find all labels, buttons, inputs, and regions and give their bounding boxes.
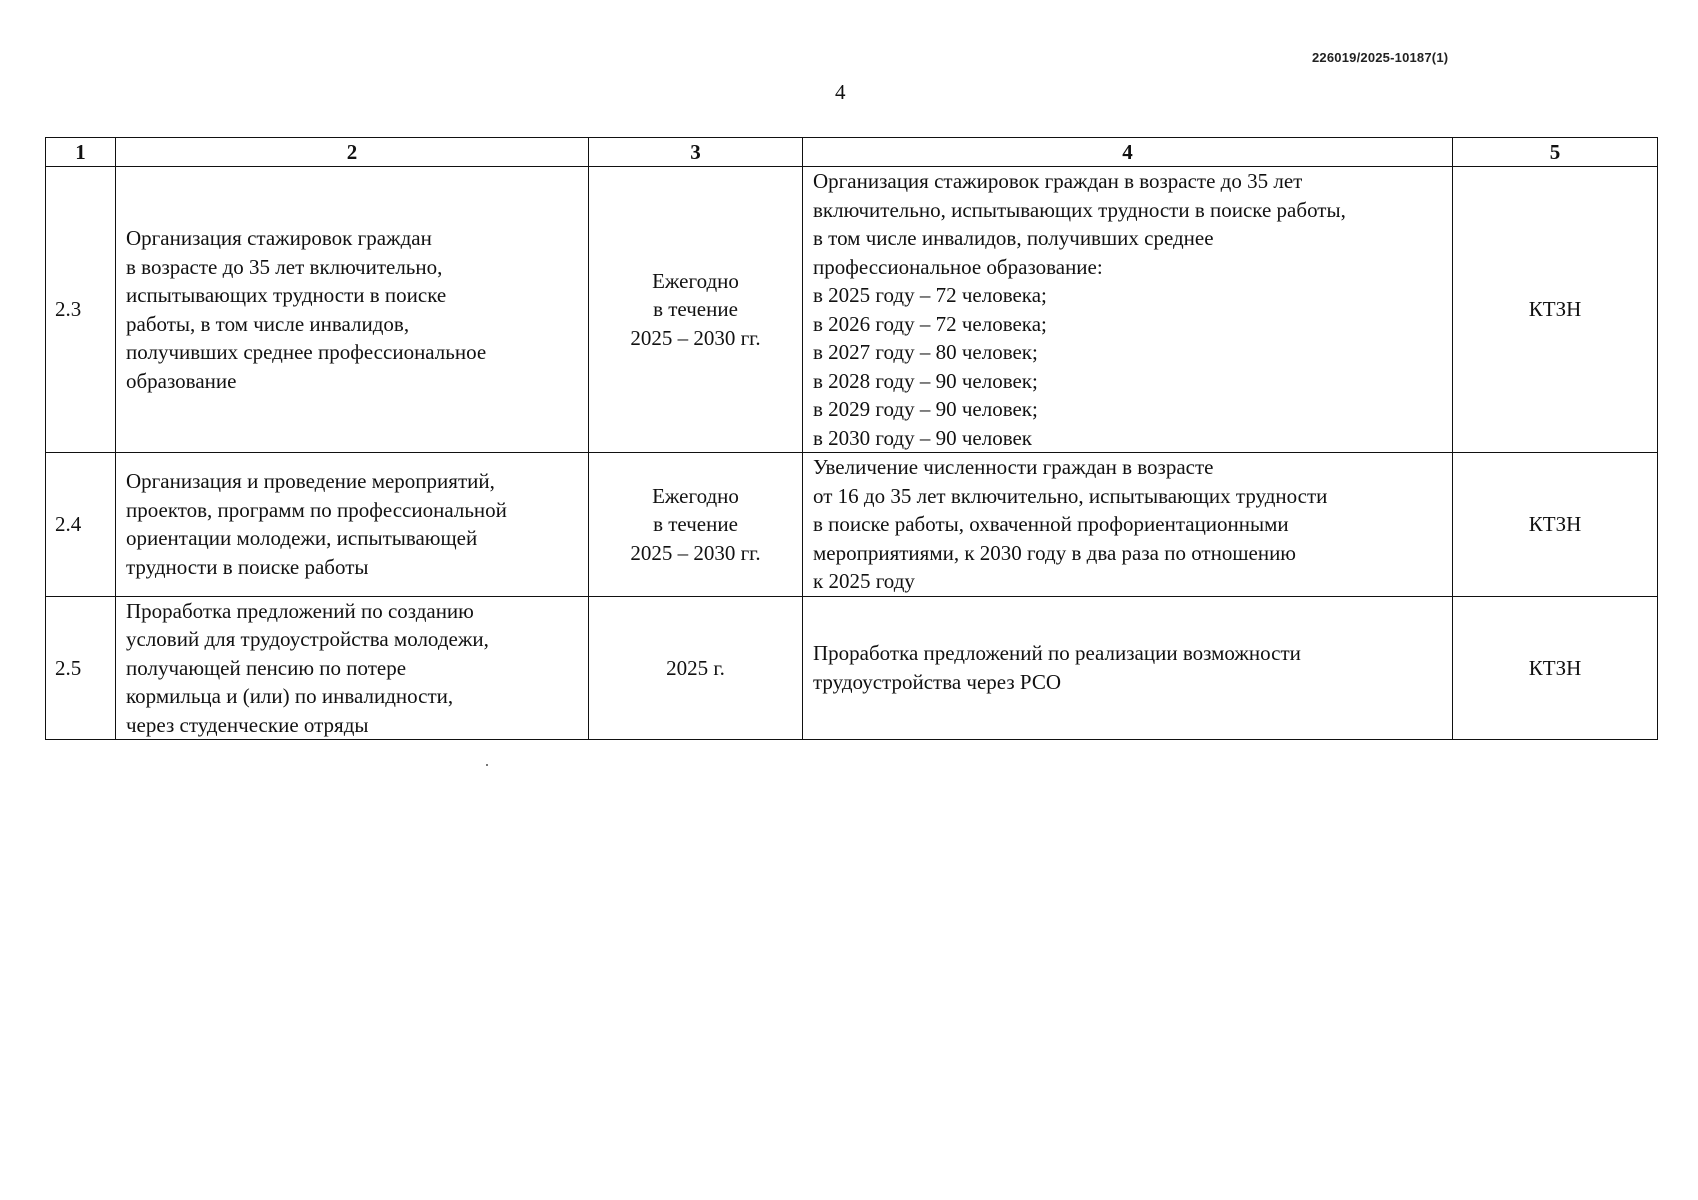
measure-name [116,596,589,740]
measure-name-line: образование [126,368,237,393]
scan-speck [486,764,488,766]
period-line: Ежегодно [652,268,739,293]
result-line: Проработка предложений по реализации возможности [813,641,1301,666]
table-row [46,596,1658,740]
measure-name-line: проектов, программ по профессиональной [126,497,507,522]
measure-name-line: Проработка предложений по созданию [126,598,474,623]
measure-name [116,167,589,453]
measure-name-line: в возрасте до 35 лет включительно, [126,254,443,279]
expected-result [803,453,1453,597]
measure-name-line: Организация стажировок граждан [126,226,432,250]
result-line: в том числе инвалидов, получивших среднее [813,226,1214,250]
period-line: Ежегодно [652,483,739,508]
result-line: включительно, испытывающих трудности в поиске работы, [813,197,1346,222]
result-line: в поиске работы, охваченной профориентационными [813,512,1289,536]
period-line: 2025 г. [666,655,725,680]
measure-name-line: ориентации молодежи, испытывающей [126,526,478,551]
result-line: профессиональное образование: [813,254,1103,279]
row-number: 2.4 [46,453,116,597]
measure-name-line: трудности в поиске работы [126,554,369,579]
column-header-1: 1 [46,138,116,167]
column-header-3: 3 [589,138,803,167]
period-line: в течение [653,512,738,536]
page-number: 4 [835,80,846,104]
expected-result [803,596,1453,740]
measure-name-line: условий для трудоустройства молодежи, [126,627,489,651]
row-number: 2.3 [46,167,116,453]
column-header-5: 5 [1453,138,1658,167]
period-line: 2025 – 2030 гг. [630,540,761,565]
period-line: 2025 – 2030 гг. [630,325,761,350]
implementation-period [589,167,803,453]
column-header-2: 2 [116,138,589,167]
responsible-executor: КТЗН [1453,453,1658,597]
result-line: в 2030 году – 90 человек [813,425,1033,450]
measure-name [116,453,589,597]
measure-name-line: получивших среднее профессиональное [126,340,487,364]
result-line: к 2025 году [813,569,915,593]
responsible-executor: КТЗН [1453,167,1658,453]
measure-name-line: испытывающих трудности в поиске [126,283,447,307]
result-line: Организация стажировок граждан в возрасте до 35 лет [813,169,1303,193]
result-line: в 2026 году – 72 человека; [813,311,1047,336]
measure-name-line: через студенческие отряды [126,712,369,737]
result-line: в 2027 году – 80 человек; [813,340,1038,364]
result-line: трудоустройства через РСО [813,669,1062,694]
result-line: Увеличение численности граждан в возрасте [813,455,1214,479]
measures-table [45,137,1658,740]
result-line: в 2025 году – 72 человека; [813,283,1047,307]
implementation-period [589,453,803,597]
period-line: в течение [653,297,738,322]
measure-name-line: получающей пенсию по потере [126,655,407,680]
result-line: в 2029 году – 90 человек; [813,397,1038,421]
measure-name-line: работы, в том числе инвалидов, [126,311,410,336]
result-line: в 2028 году – 90 человек; [813,368,1038,393]
column-header-4: 4 [803,138,1453,167]
row-number: 2.5 [46,596,116,740]
table-header-row [46,138,1658,167]
responsible-executor: КТЗН [1453,596,1658,740]
measure-name-line: Организация и проведение мероприятий, [126,469,495,494]
table-row [46,167,1658,453]
result-line: от 16 до 35 лет включительно, испытывающих трудности [813,483,1328,508]
document-registration-number: 226019/2025-10187(1) [1312,50,1449,65]
expected-result [803,167,1453,453]
table-row [46,453,1658,597]
implementation-period [589,596,803,740]
result-line: мероприятиями, к 2030 году в два раза по отношению [813,540,1296,565]
measure-name-line: кормильца и (или) по инвалидности, [126,684,454,708]
